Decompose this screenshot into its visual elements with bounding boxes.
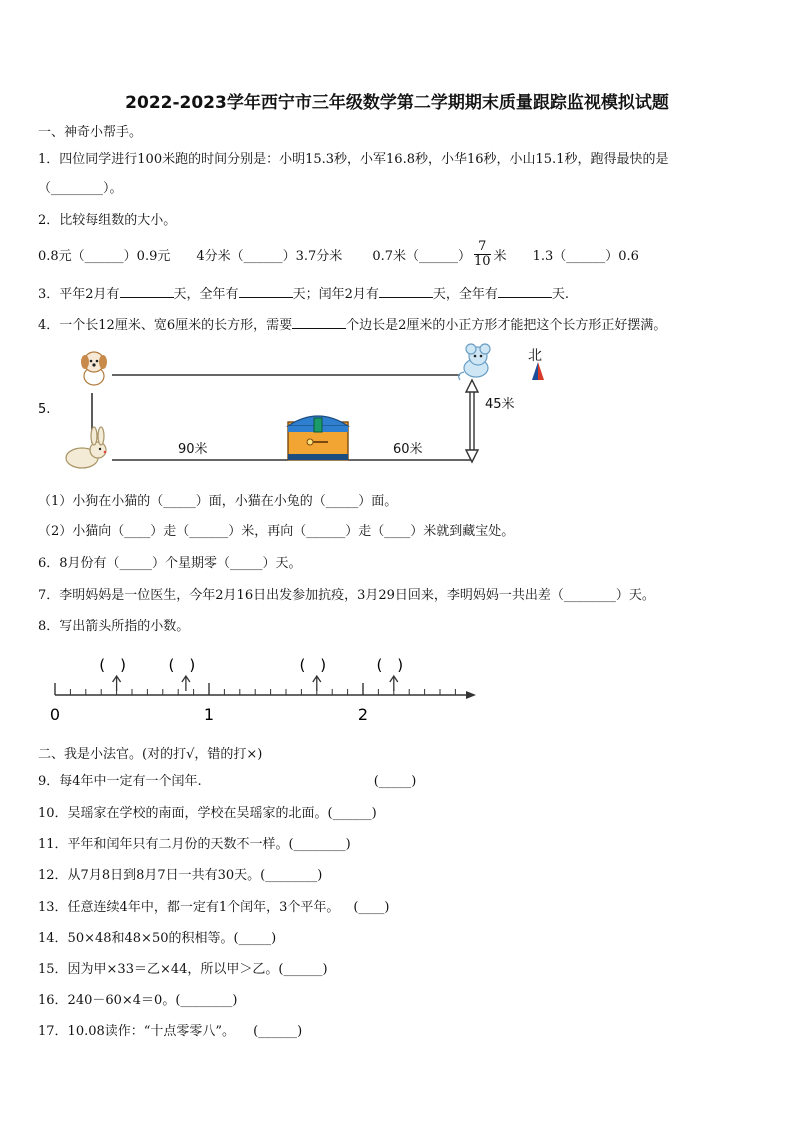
question-8: 8．写出箭头所指的小数。: [38, 619, 190, 634]
q3-part-e: 天.: [551, 287, 569, 302]
question-7: 7．李明妈妈是一位医生，今年2月16日出发参加抗疫，3月29日回来，李明妈妈一共出差（________）天。: [38, 588, 655, 603]
judge-answer-blank[interactable]: (______): [327, 806, 377, 821]
number-line: [40, 650, 490, 725]
answer-blank[interactable]: ( ): [99, 656, 126, 674]
question-1-line-2: （________）。: [38, 181, 123, 196]
q3-part-d: 天，全年有: [432, 287, 498, 302]
question-5-number: 5.: [38, 402, 51, 417]
distance-60-label: 60米: [393, 442, 423, 457]
fraction: [474, 240, 491, 269]
arrow-up-icon: [466, 380, 478, 392]
fraction-denominator: 10: [474, 253, 491, 269]
judge-text: 9．每4年中一定有一个闰年.: [38, 774, 202, 789]
judge-question: [38, 864, 322, 883]
judge-question: [38, 927, 276, 946]
question-3: [38, 283, 569, 302]
compare-item-3: 0.7米（______）: [372, 248, 471, 264]
judge-question: [38, 802, 377, 821]
question-1-line-1: 1．四位同学进行100米跑的时间分别是：小明15.3秒，小军16.8秒，小华16秒，小山15.1秒，跑得最快的是: [38, 152, 669, 167]
judge-answer-blank[interactable]: (_____): [373, 774, 417, 789]
q4-part-b: 个边长是2厘米的小正方形才能把这个长方形正好摆满。: [346, 318, 667, 333]
judge-text: 14．50×48和48×50的积相等。: [38, 931, 234, 946]
question-5-sub-1: （1）小狗在小猫的（_____）面，小猫在小兔的（_____）面。: [38, 494, 398, 509]
q4-part-a: 4．一个长12厘米、宽6厘米的长方形，需要: [38, 318, 293, 333]
judge-question: [38, 833, 351, 852]
dog-icon: [81, 352, 107, 385]
judge-answer-blank[interactable]: (________): [260, 868, 323, 883]
answer-line[interactable]: [379, 285, 433, 298]
compare-item-4: 1.3（______）0.6: [532, 248, 639, 264]
answer-line[interactable]: [292, 316, 346, 329]
judge-answer-blank[interactable]: (______): [253, 1024, 303, 1039]
q3-part-b: 天，全年有: [173, 287, 239, 302]
answer-blank[interactable]: ( ): [376, 656, 404, 674]
number-line-pointer: [376, 656, 403, 691]
fraction-numerator: 7: [474, 240, 491, 255]
section-heading-2: 二、我是小法官。(对的打√，错的打×): [38, 747, 263, 762]
number-line-arrow-icon: [466, 691, 476, 699]
judge-answer-blank[interactable]: (________): [175, 993, 238, 1008]
judge-answer-blank[interactable]: (_____): [233, 931, 277, 946]
number-line-label-2: 2: [357, 705, 369, 724]
judge-text: 15．因为甲×33＝乙×44，所以甲＞乙。: [38, 962, 279, 977]
section-heading-1: 一、神奇小帮手。: [38, 125, 143, 140]
treasure-chest-icon: [288, 416, 348, 460]
q3-part-a: 3．平年2月有: [38, 287, 120, 302]
number-line-pointer: [169, 656, 196, 691]
judge-answer-blank[interactable]: (____): [353, 900, 390, 915]
question-5-sub-2: （2）小猫向（____）走（______）米，再向（______）走（____）米就到藏宝处。: [38, 524, 515, 539]
judge-question: [38, 989, 238, 1008]
judge-text: 17．10.08读作：“十点零零八”。: [38, 1024, 236, 1039]
judge-answer-blank[interactable]: (________): [288, 837, 351, 852]
rabbit-icon: [66, 427, 106, 468]
judge-text: 10．吴瑶家在学校的南面，学校在吴瑶家的北面。: [38, 806, 328, 821]
number-line-label-1: 1: [203, 705, 215, 724]
question-4: [38, 314, 666, 333]
judge-question: [38, 958, 328, 977]
number-line-pointer: [299, 656, 326, 691]
judge-text: 16．240－60×4＝0。: [38, 993, 176, 1008]
distance-45-label: 45米: [485, 397, 515, 412]
question-2: 2．比较每组数的大小。: [38, 213, 177, 228]
judge-text: 13．任意连续4年中，都一定有1个闰年，3个平年。: [38, 900, 340, 915]
judge-question: [38, 770, 416, 789]
question-2-items: [38, 236, 639, 272]
answer-line[interactable]: [120, 285, 174, 298]
answer-blank[interactable]: ( ): [168, 656, 196, 674]
distance-90-label: 90米: [178, 442, 208, 457]
number-line-pointer: [99, 656, 126, 691]
judge-text: 12．从7月8日到8月7日一共有30天。: [38, 868, 261, 883]
answer-line[interactable]: [239, 285, 293, 298]
page-title: 2022-2023学年西宁市三年级数学第二学期期末质量跟踪监视模拟试题: [125, 93, 669, 113]
judge-answer-blank[interactable]: (______): [278, 962, 328, 977]
cat-icon: [459, 344, 490, 380]
judge-text: 11．平年和闰年只有二月份的天数不一样。: [38, 837, 289, 852]
answer-line[interactable]: [498, 285, 552, 298]
judge-question: [38, 896, 390, 915]
compare-item-2: 4分米（______）3.7分米: [196, 248, 343, 264]
compare-item-1: 0.8元（______）0.9元: [38, 248, 171, 264]
answer-blank[interactable]: ( ): [299, 656, 327, 674]
north-label: 北: [528, 348, 542, 364]
judge-question: [38, 1020, 302, 1039]
question-6: 6．8月份有（_____）个星期零（_____）天。: [38, 556, 302, 571]
q3-part-c: 天；闰年2月有: [292, 287, 379, 302]
number-line-label-0: 0: [49, 705, 61, 724]
compare-item-3-unit: 米: [493, 248, 507, 264]
